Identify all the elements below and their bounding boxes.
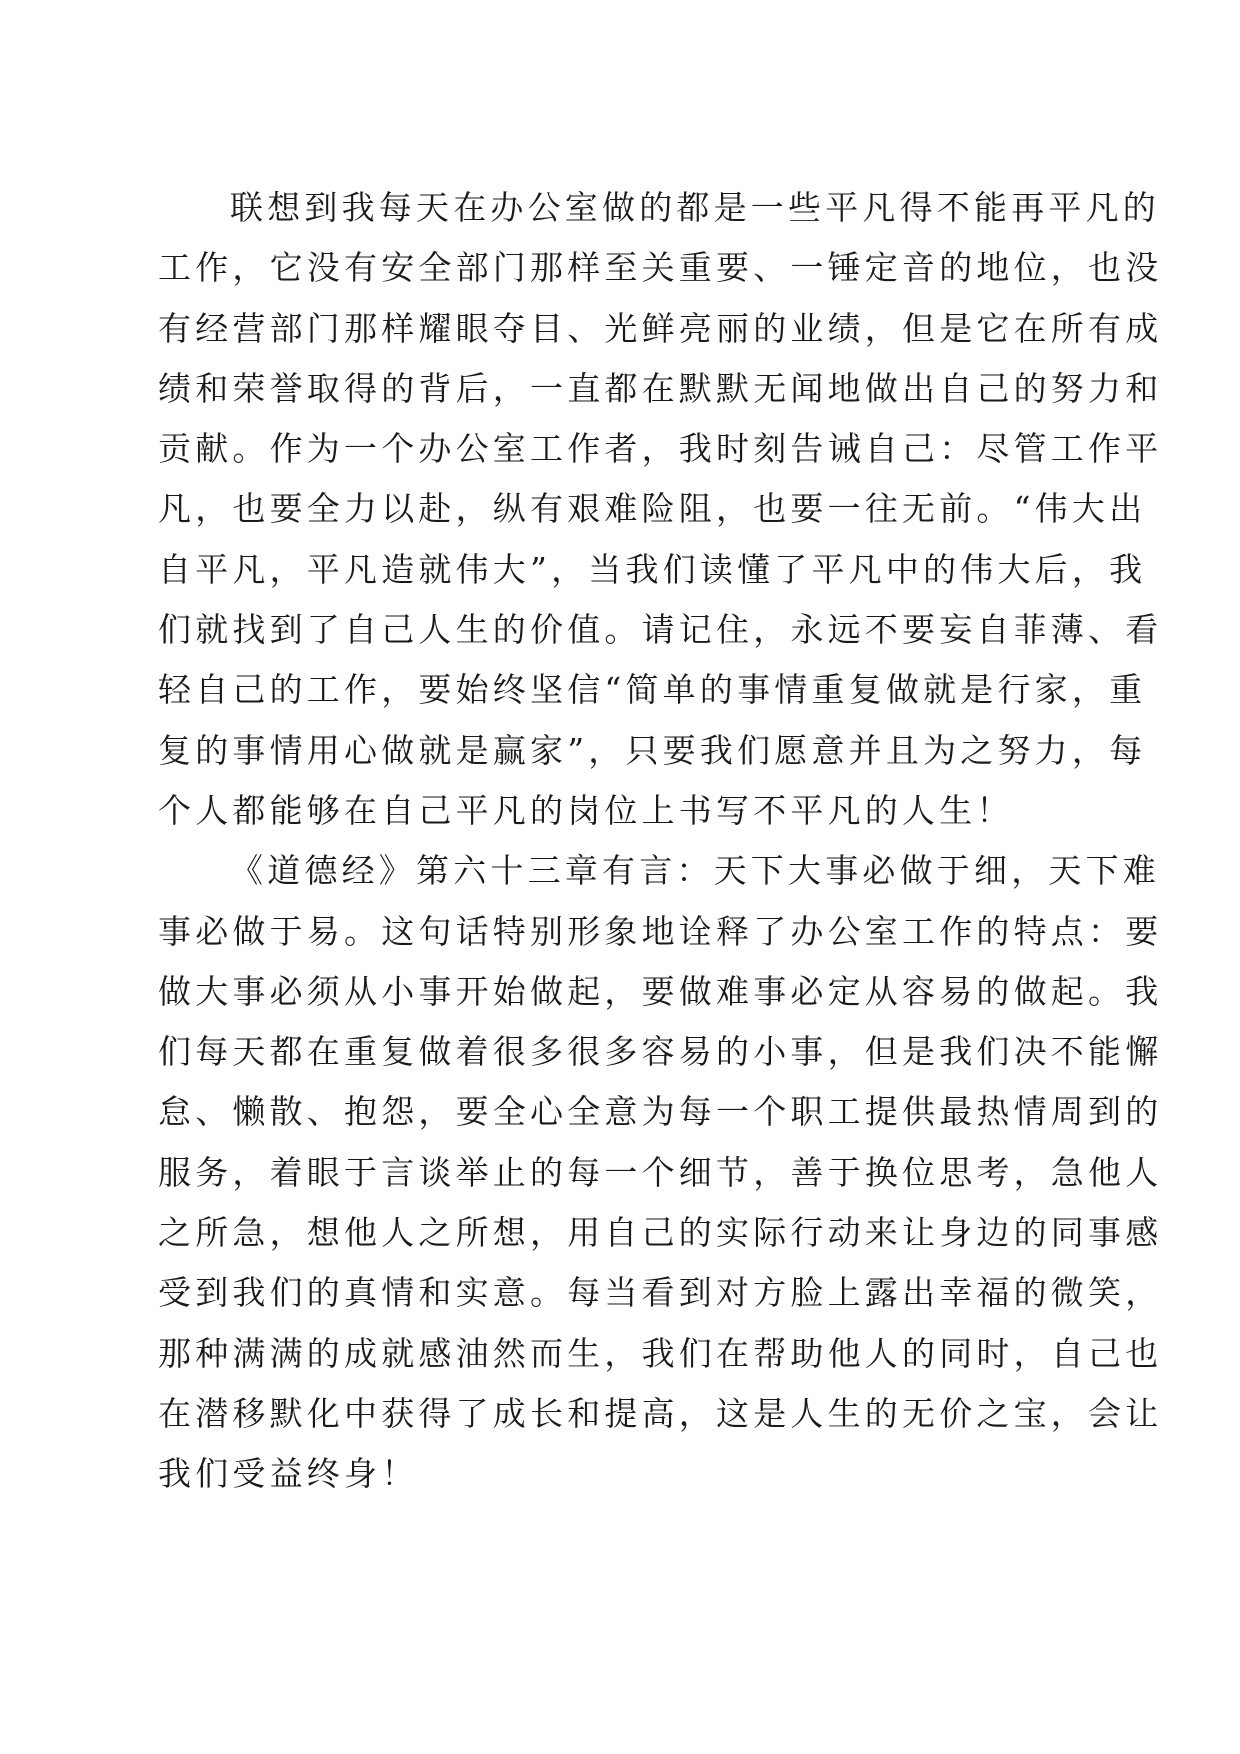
paragraph-line: 《道德经》第六十三章有言：天下大事必做于细，天下难: [230, 851, 1160, 891]
document-body: [158, 178, 1163, 1505]
paragraph-line: 受到我们的真情和实意。每当看到对方脸上露出幸福的微笑，: [158, 1273, 1163, 1313]
paragraph-line: 凡，也要全力以赴，纵有艰难险阻，也要一往无前。“伟大出: [158, 489, 1147, 529]
paragraph-line: 做大事必须从小事开始做起，要做难事必定从容易的做起。我: [158, 971, 1163, 1011]
paragraph-line: 事必做于易。这句话特别形象地诠释了办公室工作的特点：要: [158, 911, 1163, 951]
paragraph-line: 那种满满的成就感油然而生，我们在帮助他人的同时，自己也: [158, 1333, 1163, 1373]
paragraph-line: 贡献。作为一个办公室工作者，我时刻告诫自己：尽管工作平: [158, 429, 1163, 469]
paragraph-line: 们每天都在重复做着很多很多容易的小事，但是我们决不能懈: [158, 1032, 1163, 1072]
paragraph-line: 自平凡，平凡造就伟大”，当我们读懂了平凡中的伟大后，我: [158, 549, 1147, 589]
paragraph-line: 工作，它没有安全部门那样至关重要、一锤定音的地位，也没: [158, 248, 1163, 288]
paragraph-2: [158, 841, 1163, 1504]
paragraph-line: 个人都能够在自己平凡的岗位上书写不平凡的人生！: [158, 790, 1014, 830]
paragraph-line: 怠、懒散、抱怨，要全心全意为每一个职工提供最热情周到的: [158, 1092, 1163, 1132]
paragraph-line: 在潜移默化中获得了成长和提高，这是人生的无价之宝，会让: [158, 1393, 1163, 1433]
paragraph-line: 有经营部门那样耀眼夺目、光鲜亮丽的业绩，但是它在所有成: [158, 308, 1163, 348]
paragraph-line: 复的事情用心做就是赢家”，只要我们愿意并且为之努力，每: [158, 730, 1147, 770]
paragraph-line: 联想到我每天在办公室做的都是一些平凡得不能再平凡的: [230, 188, 1160, 227]
paragraph-line: 绩和荣誉取得的背后，一直都在默默无闻地做出自己的努力和: [158, 368, 1163, 408]
paragraph-line: 我们受益终身！: [158, 1454, 419, 1494]
paragraph-line: 们就找到了自己人生的价值。请记住，永远不要妄自菲薄、看: [158, 610, 1163, 650]
paragraph-line: 之所急，想他人之所想，用自己的实际行动来让身边的同事感: [158, 1213, 1163, 1253]
paragraph-line: 轻自己的工作，要始终坚信“简单的事情重复做就是行家，重: [158, 670, 1147, 710]
paragraph-1: [158, 178, 1163, 841]
paragraph-line: 服务，着眼于言谈举止的每一个细节，善于换位思考，急他人: [158, 1152, 1163, 1192]
